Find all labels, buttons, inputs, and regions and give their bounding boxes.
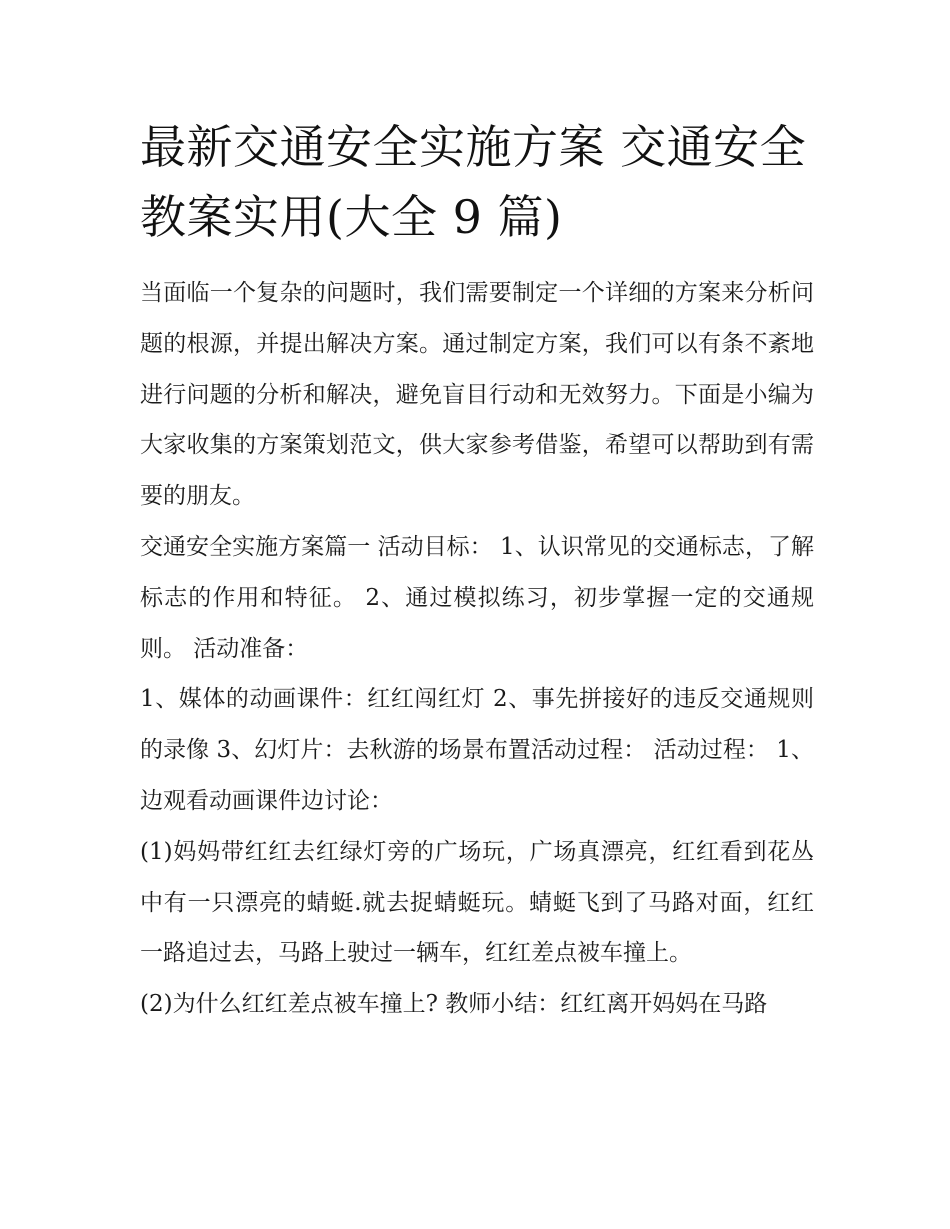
paragraph-intro: 当面临一个复杂的问题时，我们需要制定一个详细的方案来分析问题的根源，并提出解决方案。通过制定方案，我们可以有条不紊地进行问题的分析和解决，避免盲目行动和无效努力。下面是小编为大家收集的方案策划范文，供大家参考借鉴，希望可以帮助到有需要的朋友。 [140, 280, 814, 510]
document-title: 最新交通安全实施方案 交通安全教案实用(大全 9 篇) [140, 120, 807, 244]
paragraph-preparation: 1、媒体的动画课件：红红闯红灯 2、事先拼接好的违反交通规则的录像 3、幻灯片：去秋游的场景布置活动过程： 活动过程： 1、边观看动画课件边讨论： [140, 686, 814, 814]
paragraph-activity-goals: 交通安全实施方案篇一 活动目标： 1、认识常见的交通标志，了解标志的作用和特征。 2、通过模拟练习，初步掌握一定的交通规则。 活动准备： [140, 533, 814, 662]
document-body [140, 268, 814, 1030]
paragraph-story-1: (1)妈妈带红红去红绿灯旁的广场玩，广场真漂亮，红红看到花丛中有一只漂亮的蜻蜓.就去捉蜻蜓玩。蜻蜓飞到了马路对面，红红一路追过去，马路上驶过一辆车，红红差点被车撞上。 [140, 838, 814, 967]
document-page [140, 112, 814, 1030]
paragraph-story-2: (2)为什么红红差点被车撞上? 教师小结：红红离开妈妈在马路 [140, 991, 768, 1018]
